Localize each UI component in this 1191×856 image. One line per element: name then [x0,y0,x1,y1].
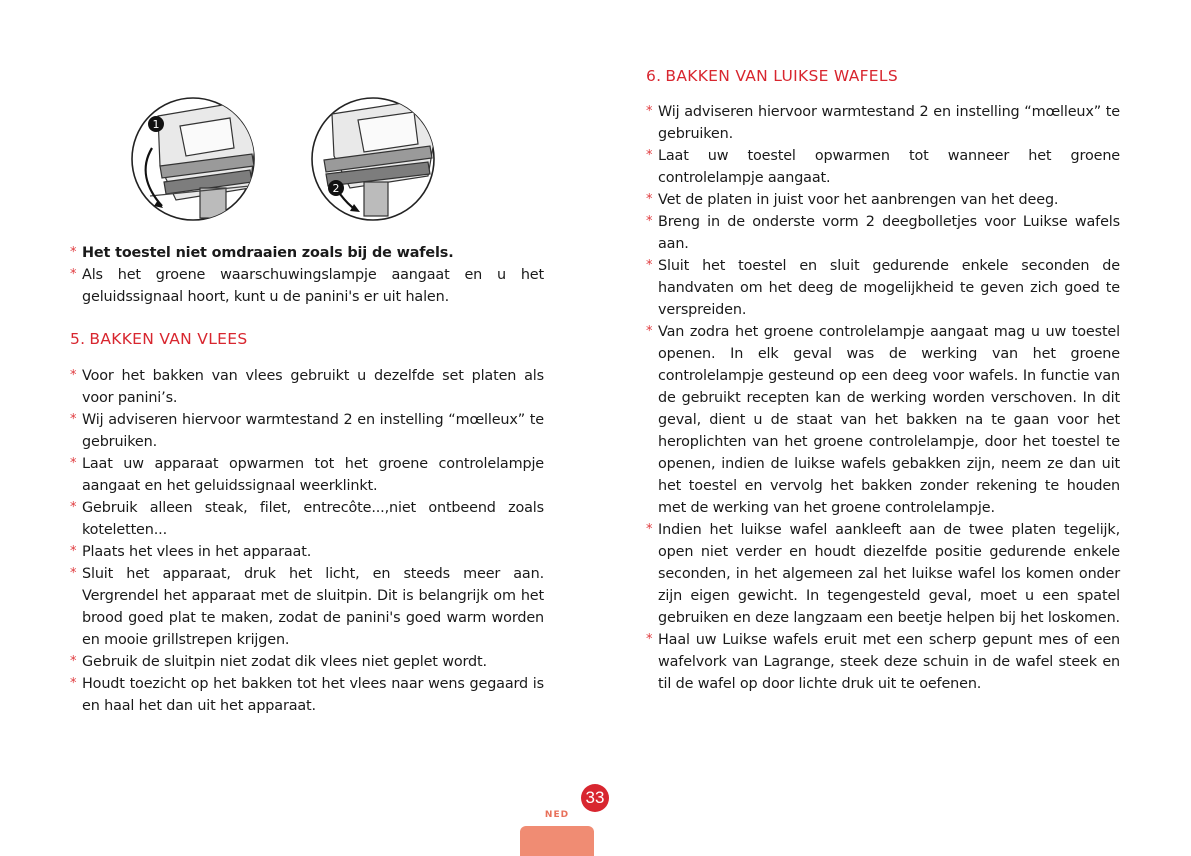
list-item [646,629,1120,695]
section-number: 5. [70,330,86,348]
list-item [70,563,544,651]
panini-machine-illustration-1 [130,96,256,222]
bullet-star-icon: * [70,566,77,581]
list-item-text: Breng in de onderste vorm 2 deegbolletjes voor Luikse wafels aan. [658,214,1120,252]
bullet-star-icon: * [70,456,77,471]
section-title: BAKKEN VAN VLEES [89,330,248,348]
illustration-group [130,96,450,226]
bullet-star-icon: * [646,522,653,537]
bullet-star-icon: * [70,654,77,669]
bullet-star-icon: * [70,412,77,427]
bullet-star-icon: * [70,544,77,559]
bullet-star-icon: * [70,676,77,691]
bullet-star-icon: * [70,245,77,260]
list-item [646,145,1120,189]
list-item-text: Wij adviseren hiervoor warmtestand 2 en instelling “mœlleux” te gebruiken. [658,104,1120,142]
bullet-star-icon: * [646,324,653,339]
list-item-text: Houdt toezicht op het bakken tot het vlees naar wens gegaard is en haal het dan uit het apparaat. [82,676,544,714]
list-item-text: Gebruik alleen steak, filet, entrecôte...,niet ontbeend zoals koteletten... [82,500,544,538]
list-item-text: Als het groene waarschuwingslampje aangaat en u het geluidssignaal hoort, kunt u de panini's er uit halen. [82,267,544,305]
section-6-bullet-list [646,101,1120,695]
section-number: 6. [646,67,662,85]
step-number-2: 2 [332,182,340,195]
page-number-badge: 33 [581,784,609,812]
list-item-text: Laat uw toestel opwarmen tot wanneer het groene controlelampje aangaat. [658,148,1120,186]
language-label: NED [544,810,570,820]
bullet-star-icon: * [646,192,653,207]
list-item-text: Voor het bakken van vlees gebruikt u dezelfde set platen als voor panini’s. [82,368,544,406]
section-5-bullet-list [70,365,544,717]
list-item [70,264,544,308]
bullet-star-icon: * [646,632,653,647]
bullet-star-icon: * [646,214,653,229]
bullet-star-icon: * [646,258,653,273]
list-item-text: Het toestel niet omdraaien zoals bij de wafels. [82,245,454,261]
bullet-star-icon: * [646,104,653,119]
list-item [70,541,544,563]
illustration-step-2 [310,96,436,222]
illustration-step-1 [130,96,256,222]
list-item [70,409,544,453]
list-item-text: Vet de platen in juist voor het aanbrengen van het deeg. [658,192,1059,208]
intro-bullet-list [70,242,544,308]
list-item [646,255,1120,321]
list-item [70,497,544,541]
footer-tab [520,826,594,856]
section-heading-6 [646,67,898,85]
bullet-star-icon: * [646,148,653,163]
list-item-text: Plaats het vlees in het apparaat. [82,544,312,560]
bullet-star-icon: * [70,500,77,515]
section-title: BAKKEN VAN LUIKSE WAFELS [665,67,898,85]
section-heading-5 [70,330,247,348]
list-item [70,242,544,264]
step-number-1: 1 [152,118,160,131]
bullet-star-icon: * [70,368,77,383]
list-item-text: Sluit het toestel en sluit gedurende enkele seconden de handvaten om het deeg de mogelijkheid te geven zich goed te verspreiden. [658,258,1120,318]
list-item [646,321,1120,519]
list-item [646,189,1120,211]
list-item [70,673,544,717]
panini-machine-illustration-2 [310,96,436,222]
list-item [646,211,1120,255]
list-item-text: Van zodra het groene controlelampje aangaat mag u uw toestel openen. In elk geval was de werking van het groene controlelampje gesteund op een deeg voor wafels. In functie van de gebruikt recepten kan de werking worden verschoven. In dit geval, dient u de staat van het bakken na te gaan voor het heroplichten van het groene controlelampje, door het toestel te openen, indien de luikse wafels gebakken zijn, neem ze dan uit het toestel en vervolg het bakken zonder rekening te houden met de werking van het groene controlelampje. [658,324,1120,516]
list-item-text: Gebruik de sluitpin niet zodat dik vlees niet geplet wordt. [82,654,487,670]
list-item [70,651,544,673]
list-item-text: Sluit het apparaat, druk het licht, en steeds meer aan. Vergrendel het apparaat met de sluitpin. Dit is belangrijk om het brood goed plat te maken, zodat de panini's goed warm worden en mooie grillstrepen krijgen. [82,566,544,648]
bullet-star-icon: * [70,267,77,282]
list-item-text: Laat uw apparaat opwarmen tot het groene controlelampje aangaat en het geluidssignaal weerklinkt. [82,456,544,494]
list-item-text: Indien het luikse wafel aankleeft aan de twee platen tegelijk, open niet verder en houdt diezelfde positie gedurende enkele seconden, in het algemeen zal het luikse wafel los komen onder zijn eigen gewicht. In tegengesteld geval, moet u een spatel gebruiken en deze langzaam een beetje helpen bij het loskomen. [658,522,1120,626]
list-item [646,519,1120,629]
list-item [646,101,1120,145]
list-item [70,453,544,497]
list-item [70,365,544,409]
list-item-text: Wij adviseren hiervoor warmtestand 2 en instelling “mœlleux” te gebruiken. [82,412,544,450]
list-item-text: Haal uw Luikse wafels eruit met een scherp gepunt mes of een wafelvork van Lagrange, steek deze schuin in de wafel steek en til de wafel op door lichte druk uit te oefenen. [658,632,1120,692]
